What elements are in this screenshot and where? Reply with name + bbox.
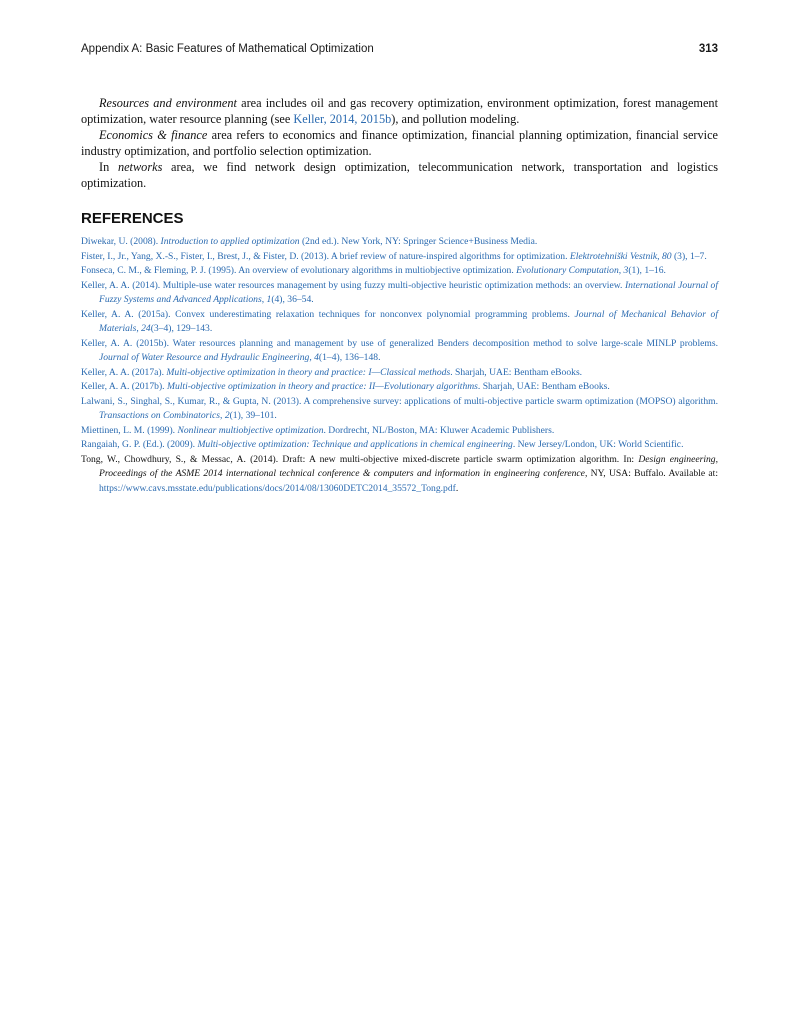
reference-item[interactable]: Miettinen, L. M. (1999). Nonlinear multiobjective optimization. Dordrecht, NL/Boston, MA: Kluwer Academic Publishers. [81, 424, 555, 436]
body-text [81, 95, 718, 191]
reference-item[interactable]: Fonseca, C. M., & Fleming, P. J. (1995). An overview of evolutionary algorithms in multiobjective optimization. Evolutionary Computation, 3(1), 1–16. [81, 265, 666, 276]
paragraph-text: ), and pollution modeling. [391, 112, 520, 126]
term-resources: Resources and environment [99, 96, 237, 110]
paragraph-economics [81, 127, 718, 159]
paragraph-text: area refers to economics and finance optimization, financial planning optimization, financial service industry optimization, and portfolio selection optimization. [81, 128, 718, 158]
reference-item[interactable]: Rangaiah, G. P. (Ed.). (2009). Multi-objective optimization: Technique and applications in chemical engineering. New Jersey/London, UK: World Scientific. [81, 439, 684, 450]
reference-item-tong: Tong, W., Chowdhury, S., & Messac, A. (2014). Draft: A new multi-objective mixed-discrete particle swarm optimization algorithm. In: Design engineering, Proceedings of the ASME 2014 international technical conference & computers and information in engineering conference, NY, USA: Buffalo. Available at: https://www.cavs.msstate.edu/publications/docs/2014/08/13060DETC2014_35572_Tong.pdf. [81, 453, 718, 494]
page-number: 313 [698, 43, 718, 55]
running-title: Appendix A: Basic Features of Mathematical Optimization [81, 43, 374, 55]
paragraph-networks [81, 159, 718, 191]
reference-item[interactable]: Keller, A. A. (2015a). Convex underestimating relaxation techniques for nonconvex polynomial programming problems. Journal of Mechanical Behavior of Materials, 24(3–4), 129–143. [81, 308, 718, 334]
paragraph-text: In [99, 160, 118, 174]
reference-item[interactable]: Keller, A. A. (2015b). Water resources planning and management by use of generalized Benders decomposition method to solve large-scale MINLP problems. Journal of Water Resource and Hydraulic Engineering, 4(1–4), 136–148. [81, 337, 718, 363]
references-list [81, 235, 718, 496]
reference-item[interactable]: Keller, A. A. (2017b). Multi-objective optimization in theory and practice: II—Evolutionary algorithms. Sharjah, UAE: Bentham eBooks. [81, 381, 610, 392]
term-networks: networks [117, 160, 163, 174]
reference-item[interactable]: Keller, A. A. (2014). Multiple-use water resources management by using fuzzy multi-objective heuristic optimization methods: an overview. International Journal of Fuzzy Systems and Advanced Applications, 1(4), 36–54. [81, 279, 719, 305]
term-economics: Economics & finance [99, 128, 208, 142]
citation-link-keller[interactable]: Keller, 2014, 2015b [293, 112, 392, 126]
reference-item[interactable]: Fister, I., Jr., Yang, X.-S., Fister, I., Brest, J., & Fister, D. (2013). A brief review of nature-inspired algorithms for optimization. Elektrotehniški Vestnik, 80 (3), 1–7. [81, 250, 707, 262]
references-heading: REFERENCES [81, 210, 184, 227]
reference-item[interactable]: Diwekar, U. (2008). Introduction to applied optimization (2nd ed.). New York, NY: Springer Science+Business Media. [81, 236, 538, 247]
reference-url-link[interactable]: https://www.cavs.msstate.edu/publications/docs/2014/08/13060DETC2014_35572_Tong.pdf [99, 482, 456, 494]
paragraph-text: area includes oil and gas recovery optimization, environment optimization, forest management optimization, water resource planning (see [81, 96, 719, 126]
reference-item[interactable]: Keller, A. A. (2017a). Multi-objective optimization in theory and practice: I—Classical methods. Sharjah, UAE: Bentham eBooks. [81, 366, 583, 378]
reference-item[interactable]: Lalwani, S., Singhal, S., Kumar, R., & Gupta, N. (2013). A comprehensive survey: applications of multi-objective particle swarm optimization (MOPSO) algorithm. Transactions on Combinatorics, 2(1), 39–101. [81, 395, 718, 421]
running-header [81, 43, 718, 59]
paragraph-text: area, we find network design optimization, telecommunication network, transportation and logistics optimization. [81, 160, 719, 190]
paragraph-resources [81, 95, 718, 127]
